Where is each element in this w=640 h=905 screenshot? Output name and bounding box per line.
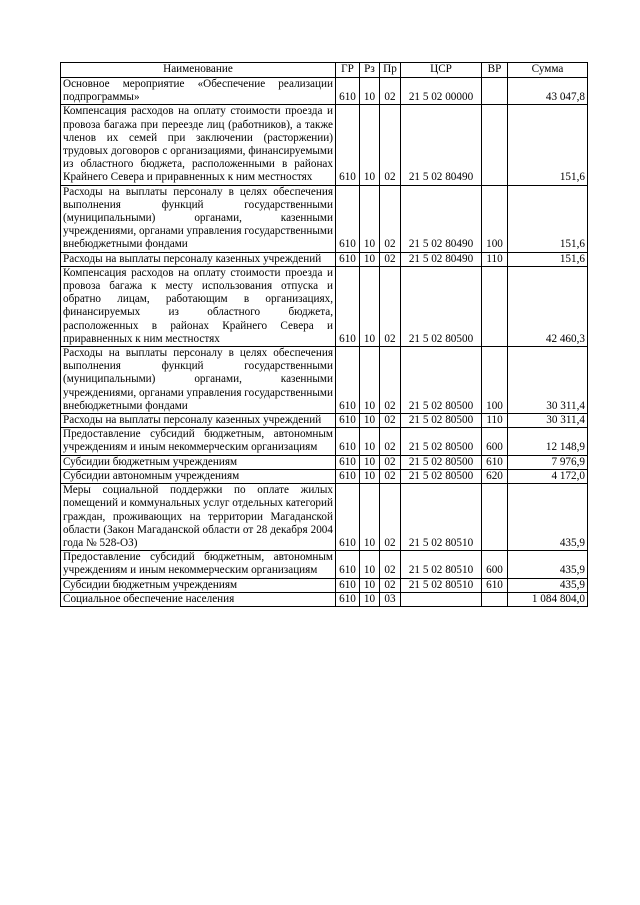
document-page [60, 62, 587, 607]
table-row [61, 414, 588, 428]
row-name: Предоставление субсидий бюджетным, автономным учреждениям и иным некоммерческим организациям [61, 551, 336, 578]
row-rz: 10 [360, 347, 380, 414]
row-name: Предоставление субсидий бюджетным, автономным учреждениям и иным некоммерческим организациям [61, 428, 336, 455]
row-csr: 21 5 02 80500 [401, 469, 482, 483]
row-csr: 21 5 02 80490 [401, 105, 482, 185]
row-csr: 21 5 02 80500 [401, 347, 482, 414]
row-pr: 02 [380, 185, 401, 252]
row-name: Субсидии бюджетным учреждениям [61, 455, 336, 469]
row-vr: 600 [482, 551, 508, 578]
table-header-row [61, 63, 588, 78]
row-pr: 02 [380, 551, 401, 578]
row-rz: 10 [360, 455, 380, 469]
table-row [61, 578, 588, 592]
row-sum: 151,6 [508, 252, 588, 266]
row-gr: 610 [336, 551, 360, 578]
row-name: Компенсация расходов на оплату стоимости проезда и провоза багажа к месту использования отпуска и обратно лицам, работающим в организациях, финансируемых из областного бюджета, расположенных в районах Крайнего Севера и приравненных к ним местностях [61, 266, 336, 346]
row-csr: 21 5 02 80510 [401, 578, 482, 592]
header-gr: ГР [336, 63, 360, 78]
row-gr: 610 [336, 78, 360, 105]
row-csr: 21 5 02 00000 [401, 78, 482, 105]
table-row [61, 469, 588, 483]
row-vr [482, 105, 508, 185]
row-csr: 21 5 02 80500 [401, 455, 482, 469]
row-vr: 610 [482, 455, 508, 469]
row-pr: 02 [380, 105, 401, 185]
row-gr: 610 [336, 484, 360, 551]
budget-table [60, 62, 588, 607]
row-vr: 110 [482, 414, 508, 428]
row-name: Субсидии автономным учреждениям [61, 469, 336, 483]
row-rz: 10 [360, 185, 380, 252]
row-gr: 610 [336, 185, 360, 252]
header-vr: ВР [482, 63, 508, 78]
row-pr: 02 [380, 347, 401, 414]
row-pr: 02 [380, 484, 401, 551]
row-vr: 610 [482, 578, 508, 592]
row-csr: 21 5 02 80510 [401, 484, 482, 551]
row-gr: 610 [336, 347, 360, 414]
table-row [61, 455, 588, 469]
row-gr: 610 [336, 428, 360, 455]
row-name: Компенсация расходов на оплату стоимости проезда и провоза багажа при переезде лиц (работников), а также членов их семей при заключении (расторжении) трудовых договоров с организациями, финансируемыми из областного бюджета, расположенными в районах Крайнего Севера и приравненных к ним местностях [61, 105, 336, 185]
row-csr: 21 5 02 80490 [401, 185, 482, 252]
row-name: Субсидии бюджетным учреждениям [61, 578, 336, 592]
table-row [61, 347, 588, 414]
table-row [61, 484, 588, 551]
row-csr: 21 5 02 80500 [401, 428, 482, 455]
row-rz: 10 [360, 578, 380, 592]
table-row [61, 266, 588, 346]
row-csr [401, 592, 482, 606]
row-gr: 610 [336, 252, 360, 266]
header-sum: Сумма [508, 63, 588, 78]
row-pr: 02 [380, 455, 401, 469]
row-rz: 10 [360, 592, 380, 606]
row-sum: 43 047,8 [508, 78, 588, 105]
row-vr: 110 [482, 252, 508, 266]
row-rz: 10 [360, 551, 380, 578]
table-row [61, 551, 588, 578]
row-vr: 620 [482, 469, 508, 483]
row-name: Основное мероприятие «Обеспечение реализации подпрограммы» [61, 78, 336, 105]
row-name: Расходы на выплаты персоналу в целях обеспечения выполнения функций государственными (муниципальными) органами, казенными учреждениями, органами управления государственными внебюджетными фондами [61, 347, 336, 414]
row-rz: 10 [360, 414, 380, 428]
row-gr: 610 [336, 592, 360, 606]
row-vr [482, 484, 508, 551]
row-sum: 435,9 [508, 578, 588, 592]
row-name: Расходы на выплаты персоналу в целях обеспечения выполнения функций государственными (муниципальными) органами, казенными учреждениями, органами управления государственными внебюджетными фондами [61, 185, 336, 252]
table-row [61, 185, 588, 252]
row-sum: 435,9 [508, 484, 588, 551]
row-vr: 100 [482, 185, 508, 252]
table-row [61, 252, 588, 266]
row-sum: 435,9 [508, 551, 588, 578]
row-sum: 151,6 [508, 185, 588, 252]
row-name: Социальное обеспечение населения [61, 592, 336, 606]
row-pr: 02 [380, 266, 401, 346]
header-pr: Пр [380, 63, 401, 78]
row-rz: 10 [360, 428, 380, 455]
table-row [61, 78, 588, 105]
row-csr: 21 5 02 80490 [401, 252, 482, 266]
row-name: Меры социальной поддержки по оплате жилых помещений и коммунальных услуг отдельных категорий граждан, проживающих на территории Магаданской области (Закон Магаданской области от 28 декабря 2004 года № 528-ОЗ) [61, 484, 336, 551]
row-name: Расходы на выплаты персоналу казенных учреждений [61, 414, 336, 428]
table-row [61, 428, 588, 455]
row-gr: 610 [336, 414, 360, 428]
row-pr: 03 [380, 592, 401, 606]
header-csr: ЦСР [401, 63, 482, 78]
row-vr [482, 592, 508, 606]
row-name: Расходы на выплаты персоналу казенных учреждений [61, 252, 336, 266]
table-row [61, 105, 588, 185]
row-vr [482, 266, 508, 346]
row-sum: 12 148,9 [508, 428, 588, 455]
row-gr: 610 [336, 105, 360, 185]
row-sum: 7 976,9 [508, 455, 588, 469]
table-row [61, 592, 588, 606]
row-csr: 21 5 02 80500 [401, 266, 482, 346]
row-rz: 10 [360, 78, 380, 105]
row-csr: 21 5 02 80500 [401, 414, 482, 428]
row-rz: 10 [360, 469, 380, 483]
row-vr [482, 78, 508, 105]
row-sum: 4 172,0 [508, 469, 588, 483]
row-pr: 02 [380, 578, 401, 592]
row-gr: 610 [336, 578, 360, 592]
row-rz: 10 [360, 252, 380, 266]
row-vr: 600 [482, 428, 508, 455]
row-gr: 610 [336, 455, 360, 469]
row-gr: 610 [336, 469, 360, 483]
row-rz: 10 [360, 105, 380, 185]
row-sum: 30 311,4 [508, 414, 588, 428]
header-name: Наименование [61, 63, 336, 78]
row-csr: 21 5 02 80510 [401, 551, 482, 578]
row-gr: 610 [336, 266, 360, 346]
row-pr: 02 [380, 78, 401, 105]
row-sum: 1 084 804,0 [508, 592, 588, 606]
header-rz: Рз [360, 63, 380, 78]
row-pr: 02 [380, 252, 401, 266]
row-rz: 10 [360, 266, 380, 346]
row-sum: 30 311,4 [508, 347, 588, 414]
row-sum: 151,6 [508, 105, 588, 185]
row-vr: 100 [482, 347, 508, 414]
row-pr: 02 [380, 469, 401, 483]
row-sum: 42 460,3 [508, 266, 588, 346]
row-pr: 02 [380, 428, 401, 455]
row-rz: 10 [360, 484, 380, 551]
row-pr: 02 [380, 414, 401, 428]
